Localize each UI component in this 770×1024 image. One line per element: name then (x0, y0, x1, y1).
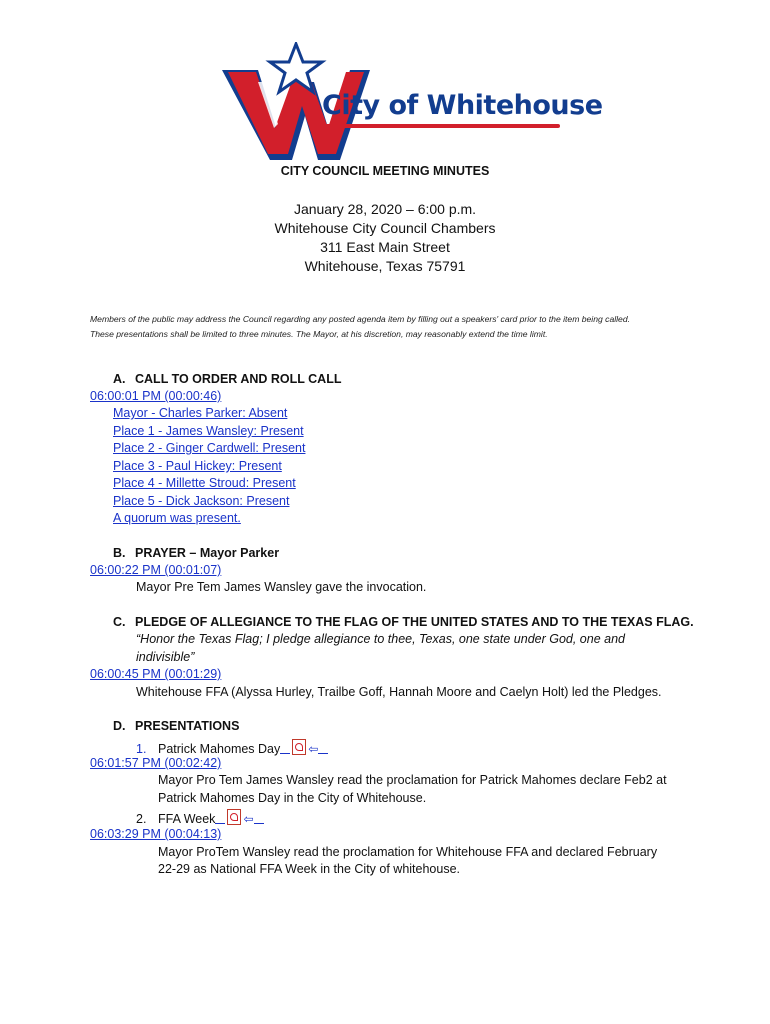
presentation-2-number: 2. (136, 812, 147, 826)
section-b-timestamp-link[interactable]: 06:00:22 PM (00:01:07) (90, 563, 222, 577)
section-b-letter: B. (113, 546, 126, 560)
presentation-2-text-line-1: Mayor ProTem Wansley read the proclamation for Whitehouse FFA and declared February (158, 845, 658, 859)
pledge-quote-line-1: “Honor the Texas Flag; I pledge allegiance to thee, Texas, one state under God, one and (136, 632, 625, 646)
section-c-title: PLEDGE OF ALLEGIANCE TO THE FLAG OF THE UNITED STATES AND TO THE TEXAS FLAG. (135, 615, 694, 629)
section-b-title: PRAYER – Mayor Parker (135, 546, 280, 560)
section-c-letter: C. (113, 615, 126, 629)
roll-call-mayor-link[interactable]: Mayor - Charles Parker: Absent (113, 406, 288, 420)
section-a-title: CALL TO ORDER AND ROLL CALL (135, 372, 342, 386)
presentation-1-text-line-2: Patrick Mahomes Day in the City of Whitehouse. (158, 791, 427, 805)
section-d-title: PRESENTATIONS (135, 719, 240, 733)
section-d-letter: D. (113, 719, 126, 733)
pdf-attachment-icon[interactable] (292, 739, 306, 755)
roll-call-place-4-link[interactable]: Place 4 - Millette Stroud: Present (113, 476, 296, 490)
pledge-quote-line-2: indivisible” (136, 650, 195, 664)
roll-call-place-2-link[interactable]: Place 2 - Ginger Cardwell: Present (113, 441, 306, 455)
presentation-1-title: Patrick Mahomes Day (158, 742, 281, 756)
return-arrow-icon[interactable]: ⇦ (243, 812, 254, 826)
presentation-1-timestamp-link[interactable]: 06:01:57 PM (00:02:42) (90, 756, 222, 770)
roll-call-place-1-link[interactable]: Place 1 - James Wansley: Present (113, 424, 304, 438)
quorum-link[interactable]: A quorum was present. (113, 511, 241, 525)
meeting-date-time: January 28, 2020 – 6:00 p.m. (293, 201, 477, 217)
notice-line-1: Members of the public may address the Council regarding any posted agenda item by filling out a speakers' card prior to the item being called. (90, 314, 631, 324)
notice-line-2: These presentations shall be limited to three minutes. The Mayor, at his discretion, may reasonably extend the time limit. (90, 329, 548, 339)
section-a-heading (113, 372, 341, 386)
logo-underline (320, 124, 560, 128)
logo-text: City of Whitehouse (322, 90, 603, 121)
meeting-location: Whitehouse City Council Chambers (274, 220, 496, 236)
meeting-city: Whitehouse, Texas 75791 (304, 258, 466, 274)
section-a-timestamp-link[interactable]: 06:00:01 PM (00:00:46) (90, 389, 222, 403)
presentation-2-timestamp-link[interactable]: 06:03:29 PM (00:04:13) (90, 827, 222, 841)
roll-call-place-5-link[interactable]: Place 5 - Dick Jackson: Present (113, 494, 290, 508)
roll-call-place-3-link[interactable]: Place 3 - Paul Hickey: Present (113, 459, 282, 473)
section-c-heading (113, 615, 694, 629)
presentation-1-number: 1. (136, 742, 147, 756)
section-c-text: Whitehouse FFA (Alyssa Hurley, Trailbe Goff, Hannah Moore and Caelyn Holt) led the Pledges. (136, 685, 662, 699)
presentation-2-text-line-2: 22-29 as National FFA Week in the City of whitehouse. (158, 862, 461, 876)
return-arrow-icon[interactable]: ⇦ (308, 742, 319, 756)
pdf-attachment-icon[interactable] (227, 809, 241, 825)
section-b-heading (113, 546, 279, 560)
presentation-2-title: FFA Week (158, 812, 216, 826)
presentation-item-2 (136, 809, 264, 826)
presentation-1-text-line-1: Mayor Pro Tem James Wansley read the proclamation for Patrick Mahomes declare Feb2 at (158, 773, 667, 787)
section-a-letter: A. (113, 372, 126, 386)
public-notice (90, 312, 700, 342)
section-b-text: Mayor Pre Tem James Wansley gave the invocation. (136, 580, 427, 594)
section-c-timestamp-link[interactable]: 06:00:45 PM (00:01:29) (90, 667, 222, 681)
meeting-address: 311 East Main Street (320, 239, 450, 255)
section-d-heading (113, 719, 239, 733)
presentation-item-1 (136, 739, 328, 756)
document-title: CITY COUNCIL MEETING MINUTES (280, 164, 490, 178)
